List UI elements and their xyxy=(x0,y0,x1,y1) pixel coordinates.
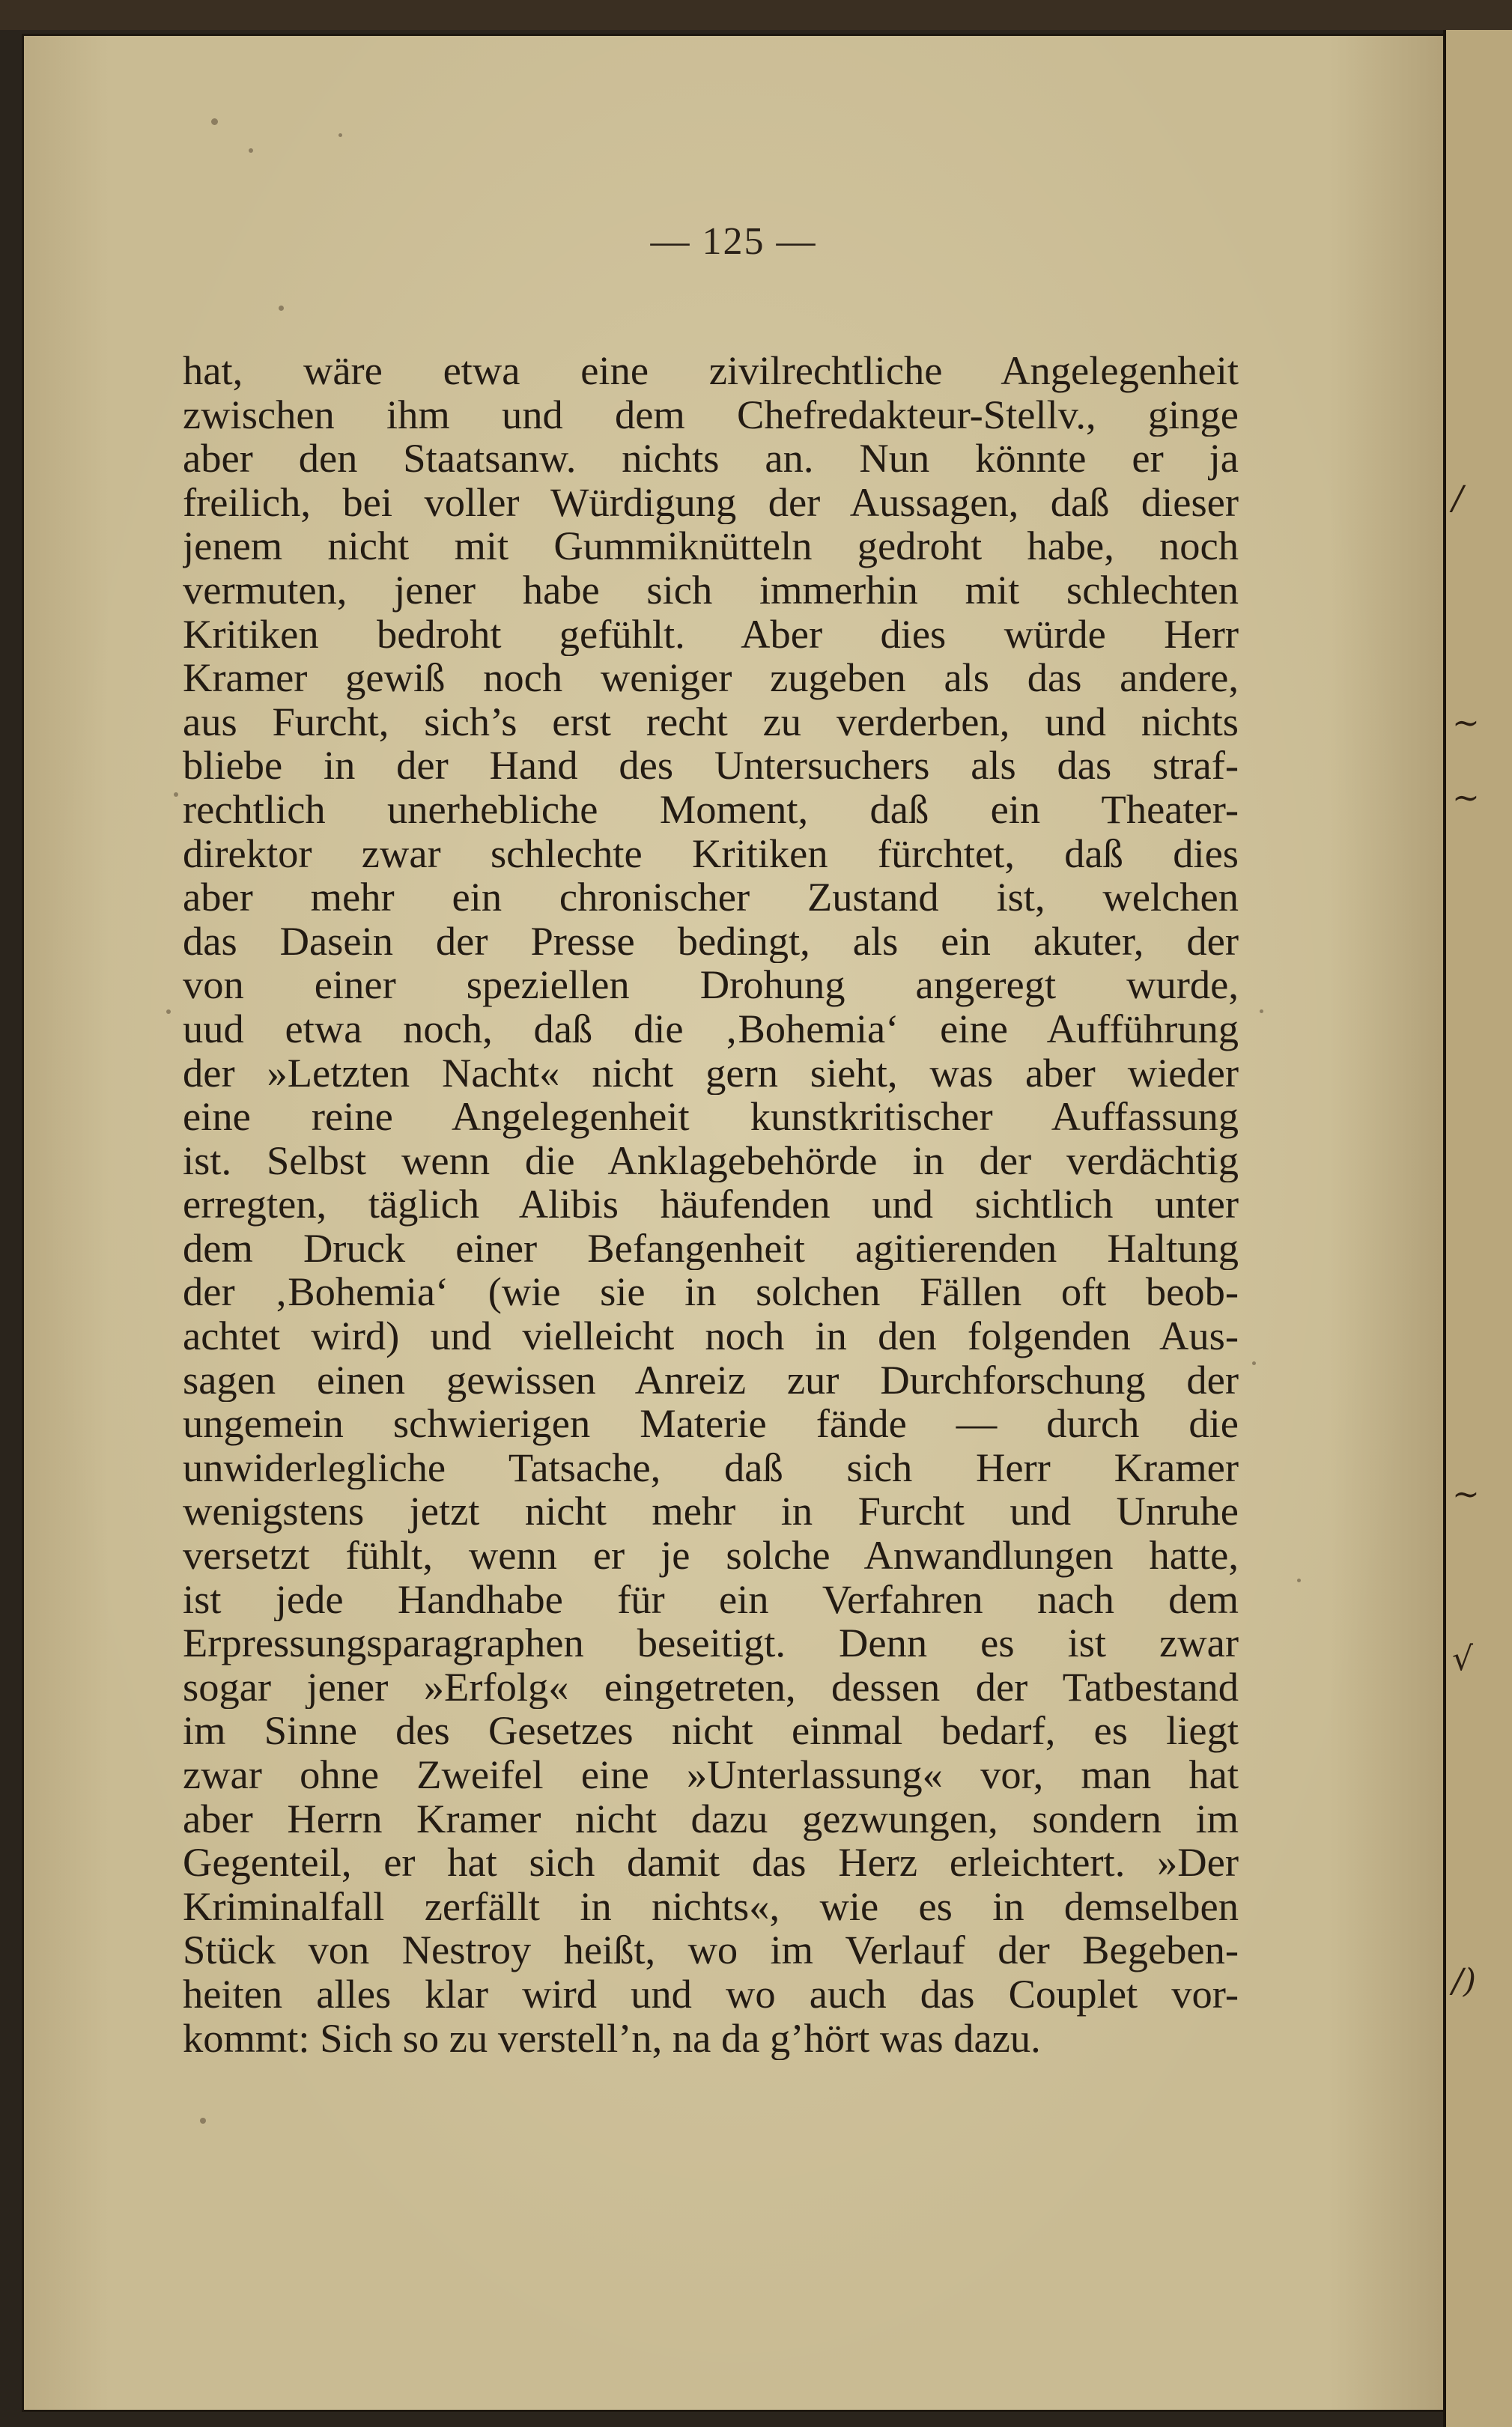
text-line: aber mehr ein chronischer Zustand ist, welchen xyxy=(183,875,1239,920)
text-line: ist. Selbst wenn die Anklagebehörde in der verdächtig xyxy=(183,1138,1239,1183)
text-line: aus Furcht, sich’s erst recht zu verderben, und nichts xyxy=(183,699,1239,744)
paper-speck xyxy=(200,2118,206,2124)
text-line: vermuten, jener habe sich immerhin mit schlechten xyxy=(183,568,1239,613)
text-line: unwiderlegliche Tatsache, daß sich Herr Kramer xyxy=(183,1445,1239,1490)
text-line: das Dasein der Presse bedingt, als ein akuter, der xyxy=(183,919,1239,964)
text-line: der »Letzten Nacht« nicht gern sieht, was aber wieder xyxy=(183,1051,1239,1096)
paper-speck xyxy=(1260,1009,1263,1013)
paper-speck xyxy=(166,1009,171,1014)
text-line: versetzt fühlt, wenn er je solche Anwandlungen hatte, xyxy=(183,1534,1239,1578)
text-line: aber Herrn Kramer nicht dazu gezwungen, sondern im xyxy=(183,1796,1239,1841)
text-line: heiten alles klar wird und wo auch das Couplet vor- xyxy=(183,1972,1239,2017)
text-line: sagen einen gewissen Anreiz zur Durchforschung der xyxy=(183,1358,1239,1403)
handwritten-mark: / xyxy=(1452,479,1463,517)
text-line: Stück von Nestroy heißt, wo im Verlauf der Begeben- xyxy=(183,1928,1239,1972)
paper-speck xyxy=(1297,1579,1301,1582)
text-line: eine reine Angelegenheit kunstkritischer Auffassung xyxy=(183,1095,1239,1139)
paper-speck xyxy=(211,118,218,125)
text-line: hat, wäre etwa eine zivilrechtliche Angelegenheit xyxy=(183,349,1239,393)
text-line: ungemein schwierigen Materie fände — durch die xyxy=(183,1402,1239,1446)
text-line: direktor zwar schlechte Kritiken fürchtet, daß dies xyxy=(183,831,1239,876)
text-line: erregten, täglich Alibis häufenden und sichtlich unter xyxy=(183,1182,1239,1227)
paper-speck xyxy=(249,148,253,153)
text-line: uud etwa noch, daß die ‚Bohemia‘ eine Aufführung xyxy=(183,1006,1239,1051)
text-line: zwar ohne Zweifel eine »Unterlassung« vor, man hat xyxy=(183,1753,1239,1797)
text-line: rechtlich unerhebliche Moment, daß ein Theater- xyxy=(183,787,1239,832)
paper-speck xyxy=(338,133,342,137)
book-page xyxy=(24,36,1443,2410)
handwritten-mark: /) xyxy=(1452,1962,1476,2000)
handwritten-mark: √ xyxy=(1452,1640,1474,1678)
text-line: Kriminalfall zerfällt in nichts«, wie es in demselben xyxy=(183,1884,1239,1929)
text-line: freilich, bei voller Würdigung der Aussagen, daß dieser xyxy=(183,480,1239,525)
handwritten-mark: ~ xyxy=(1452,779,1480,817)
text-line: der ‚Bohemia‘ (wie sie in solchen Fällen oft beob- xyxy=(183,1270,1239,1315)
scan-border xyxy=(0,0,1512,30)
body-text xyxy=(183,349,1239,2060)
text-line: ist jede Handhabe für ein Verfahren nach dem xyxy=(183,1577,1239,1622)
text-line: Kramer gewiß noch weniger zugeben als das andere, xyxy=(183,656,1239,700)
text-line: dem Druck einer Befangenheit agitierenden Haltung xyxy=(183,1226,1239,1271)
text-line: aber den Staatsanw. nichts an. Nun könnte er ja xyxy=(183,437,1239,481)
text-line: zwischen ihm und dem Chefredakteur-Stellv., ginge xyxy=(183,392,1239,437)
paper-speck xyxy=(174,792,178,797)
paper-speck xyxy=(1252,1361,1256,1365)
text-line: bliebe in der Hand des Untersuchers als das straf- xyxy=(183,744,1239,788)
text-line: Kritiken bedroht gefühlt. Aber dies würde Herr xyxy=(183,612,1239,657)
handwritten-mark: ~ xyxy=(1452,704,1480,742)
text-line: Gegenteil, er hat sich damit das Herz erleichtert. »Der xyxy=(183,1841,1239,1885)
text-line: Erpressungsparagraphen beseitigt. Denn es ist zwar xyxy=(183,1621,1239,1665)
adjacent-page-strip xyxy=(1443,30,1512,2427)
handwritten-mark: ~ xyxy=(1452,1475,1480,1513)
text-line: im Sinne des Gesetzes nicht einmal bedarf, es liegt xyxy=(183,1709,1239,1753)
text-line: jenem nicht mit Gummiknütteln gedroht habe, noch xyxy=(183,524,1239,568)
text-line: von einer speziellen Drohung angeregt wurde, xyxy=(183,963,1239,1007)
page-number: — 125 — xyxy=(650,220,817,263)
text-line: achtet wird) und vielleicht noch in den folgenden Aus- xyxy=(183,1314,1239,1358)
paper-speck xyxy=(279,306,284,311)
text-line: sogar jener »Erfolg« eingetreten, dessen der Tatbestand xyxy=(183,1665,1239,1710)
text-line-last: kommt: Sich so zu verstell’n, na da g’hört was dazu. xyxy=(183,2016,1041,2061)
text-line: wenigstens jetzt nicht mehr in Furcht und Unruhe xyxy=(183,1489,1239,1534)
